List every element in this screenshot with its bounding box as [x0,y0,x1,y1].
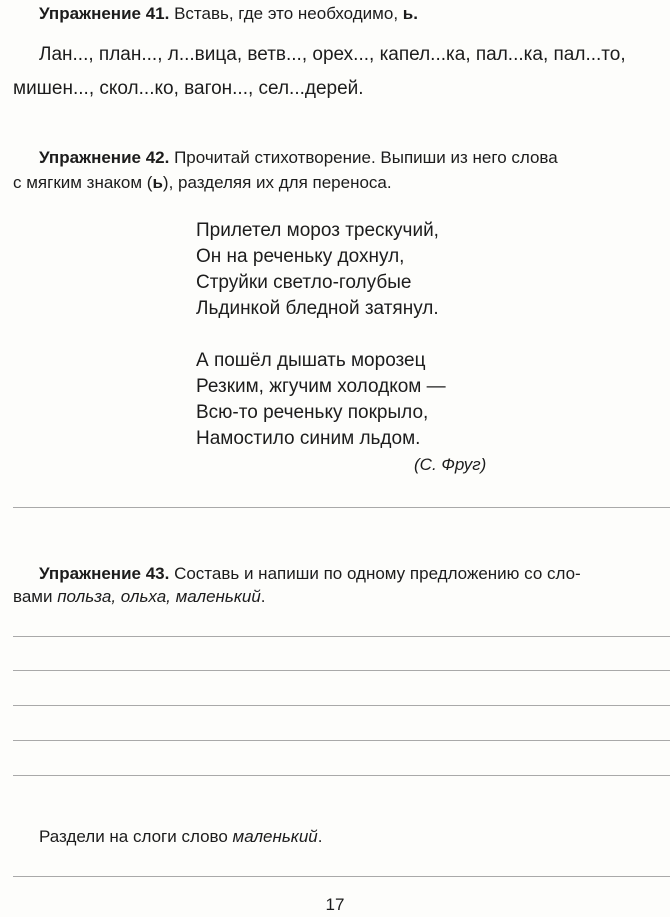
poem-line: Льдинкой бледной затянул. [196,298,439,319]
writing-line [13,876,670,877]
exercise-42-title: Упражнение 42. [39,148,170,167]
writing-line [13,775,670,776]
exercise-41-heading [39,3,418,24]
syllable-task [39,826,322,847]
exercise-42-task-line-2 [13,172,392,193]
writing-line [13,636,670,637]
exercise-43-heading [39,563,581,584]
writing-line [13,740,670,741]
poem [196,218,446,452]
exercise-41-words-line-2: мишен..., скол...ко, вагон..., сел...дерей. [13,78,364,99]
exercise-42-heading [39,147,558,168]
exercise-42-soft-sign: ь [152,173,163,192]
writing-line [13,670,670,671]
exercise-43-task-line-2 [13,586,266,607]
exercise-41-title: Упражнение 41. [39,4,170,23]
syllable-task-end: . [317,827,323,846]
syllable-task-start: Раздели на слоги слово [39,827,233,846]
poem-line: Намостило синим льдом. [196,428,421,449]
exercise-41-words-line-1: Лан..., план..., л...вица, ветв..., орех..., капел...ка, пал...ка, пал...то, [39,44,626,65]
exercise-42-task-line-2-end: ), разделяя их для переноса. [162,173,392,192]
poem-line: Всю-то реченьку покрыло, [196,402,429,423]
exercise-42-task-line-2-start: с мягким знаком ( [13,173,153,192]
exercise-43-task-line-2-start: вами [13,587,58,606]
stanza-gap [196,322,446,348]
exercise-41-task: Вставь, где это необходимо, [169,4,403,23]
exercise-43-task-line-1: Составь и напиши по одному предложению со сло- [169,564,581,583]
exercise-43-title: Упражнение 43. [39,564,170,583]
poem-line: Прилетел мороз трескучий, [196,220,439,241]
exercise-42-task-line-1: Прочитай стихотворение. Выпиши из него слова [169,148,558,167]
poem-line: Струйки светло-голубые [196,272,412,293]
exercise-43-task-line-2-end: . [260,587,266,606]
syllable-task-word: маленький [232,827,318,846]
poem-author: (С. Фруг) [414,455,487,474]
poem-line: Он на реченьку дохнул, [196,246,405,267]
page-number: 17 [325,895,345,914]
poem-line: А пошёл дышать морозец [196,350,426,371]
exercise-41-letter: ь. [402,4,418,23]
poem-line: Резким, жгучим холодком — [196,376,446,397]
writing-line [13,507,670,508]
writing-line [13,705,670,706]
exercise-43-words: польза, ольха, маленький [57,587,261,606]
